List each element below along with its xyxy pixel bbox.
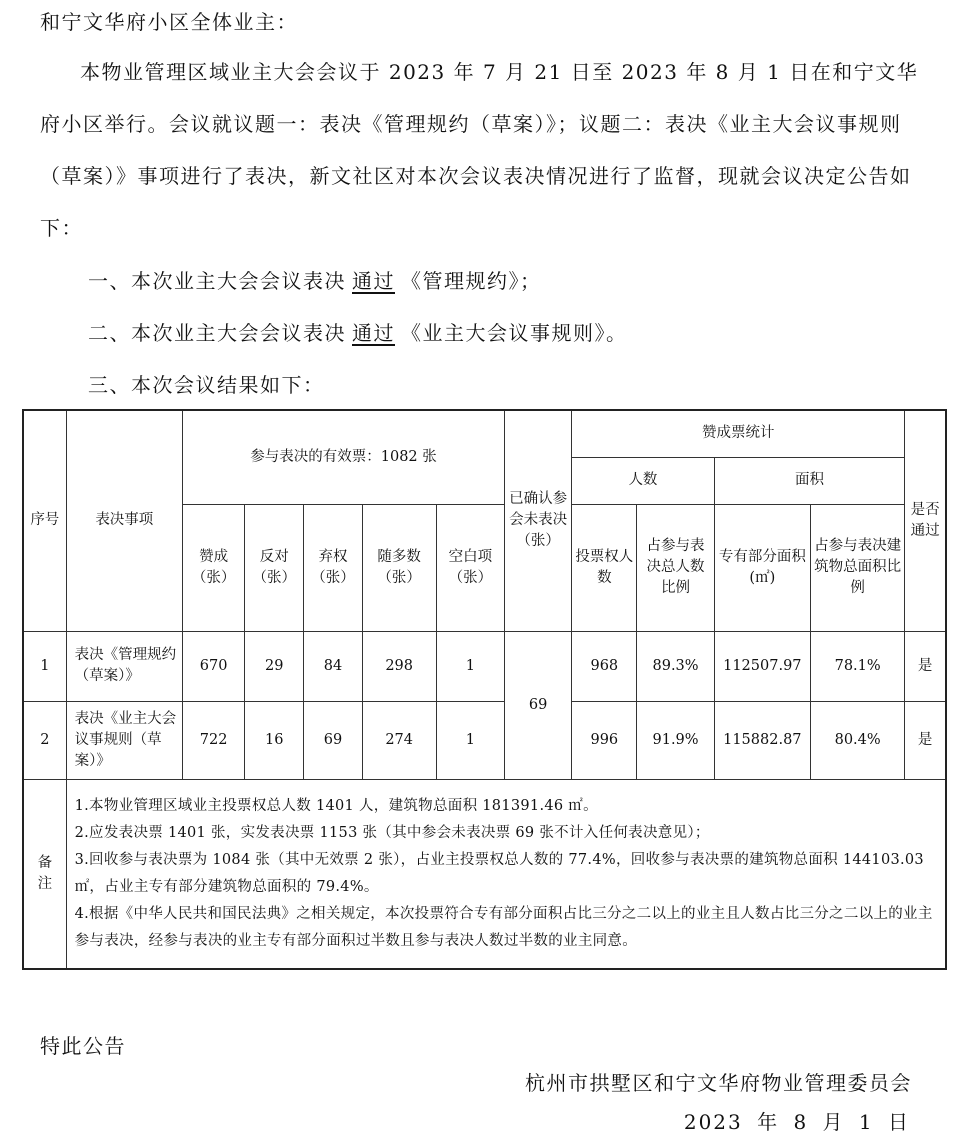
header-abstain: 弃权（张） [304, 504, 362, 631]
confirmed-absent-value: 69 [505, 631, 572, 779]
row-area-ratio: 78.1% [810, 631, 904, 701]
header-area: 面积 [714, 457, 905, 504]
item-prefix: 三、本次会议结果如下： [88, 373, 325, 397]
closing-text: 特此公告 [40, 1034, 126, 1058]
header-valid-votes: 参与表决的有效票：1082 张 [183, 410, 505, 504]
row-abstain: 84 [304, 631, 362, 701]
header-confirmed-absent: 已确认参会未表决（张） [505, 410, 572, 631]
row-passed: 是 [905, 701, 946, 779]
row-matter: 表决《业主大会议事规则（草案）》 [66, 701, 182, 779]
resolution-item-2 [88, 318, 628, 348]
row-seq: 2 [23, 701, 66, 779]
header-people: 人数 [572, 457, 714, 504]
header-follow-majority: 随多数（张） [362, 504, 436, 631]
row-passed: 是 [905, 631, 946, 701]
row-oppose: 16 [245, 701, 304, 779]
row-area: 112507.97 [714, 631, 810, 701]
resolution-item-3 [88, 370, 325, 400]
header-voter-count: 投票权人数 [572, 504, 637, 631]
row-approve: 722 [183, 701, 245, 779]
row-seq: 1 [23, 631, 66, 701]
notes-label: 备注 [23, 779, 66, 969]
table-row [23, 631, 946, 701]
row-matter: 表决《管理规约（草案）》 [66, 631, 182, 701]
row-abstain: 69 [304, 701, 362, 779]
row-people-ratio: 89.3% [637, 631, 714, 701]
header-approve-stats: 赞成票统计 [572, 410, 905, 457]
row-approve: 670 [183, 631, 245, 701]
row-area: 115882.87 [714, 701, 810, 779]
header-blank: 空白项（张） [436, 504, 504, 631]
header-area-value: 专有部分面积(㎡) [714, 504, 810, 631]
intro-paragraph: 本物业管理区域业主大会会议于 2023 年 7 月 21 日至 2023 年 8 月 1 日在和宁文华府小区举行。会议就议题一：表决《管理规约（草案）》；议题二：表决《业主大会议事规则（草案）》事项进行了表决，新文社区对本次会议表决情况进行了监督，现就会议决定公告如下： [40, 60, 919, 240]
note-item: 2.应发表决票 1401 张，实发表决票 1153 张（其中参会未表决票 69 张不计入任何表决意见）； [74, 824, 710, 841]
row-follow-majority: 274 [362, 701, 436, 779]
header-oppose: 反对（张） [245, 504, 304, 631]
item-suffix: 《业主大会议事规则》。 [401, 321, 628, 345]
row-blank: 1 [436, 701, 504, 779]
row-voters: 996 [572, 701, 637, 779]
item-suffix: 《管理规约》； [401, 269, 542, 293]
row-oppose: 29 [245, 631, 304, 701]
header-area-ratio: 占参与表决建筑物总面积比例 [810, 504, 904, 631]
signer: 杭州市拱墅区和宁文华府物业管理委员会 [525, 1071, 912, 1095]
item-prefix: 二、本次业主大会会议表决 [88, 321, 346, 345]
note-item: 1.本物业管理区域业主投票权总人数 1401 人，建筑物总面积 181391.46 ㎡。 [74, 797, 598, 814]
row-people-ratio: 91.9% [637, 701, 714, 779]
item-result: 通过 [352, 321, 395, 345]
notes-content [66, 779, 946, 969]
header-matter: 表决事项 [66, 410, 182, 631]
greeting: 和宁文华府小区全体业主： [40, 10, 298, 34]
row-blank: 1 [436, 631, 504, 701]
note-item: 3.回收参与表决票为 1084 张（其中无效票 2 张），占业主投票权总人数的 77.4%，回收参与表决票的建筑物总面积 144103.03 ㎡，占业主专有部分建筑物总面积的 79.4%。 [74, 851, 924, 895]
row-area-ratio: 80.4% [810, 701, 904, 779]
header-passed: 是否通过 [905, 410, 946, 631]
row-voters: 968 [572, 631, 637, 701]
item-result: 通过 [352, 269, 395, 293]
signature-date: 2023 年 8 月 1 日 [683, 1110, 910, 1134]
resolution-item-1 [88, 266, 542, 296]
table-row [23, 701, 946, 779]
results-table [22, 409, 947, 970]
item-prefix: 一、本次业主大会会议表决 [88, 269, 346, 293]
header-seq: 序号 [23, 410, 66, 631]
header-people-ratio: 占参与表决总人数比例 [637, 504, 714, 631]
note-item: 4.根据《中华人民共和国民法典》之相关规定，本次投票符合专有部分面积占比三分之二以上的业主且人数占比三分之二以上的业主参与表决，经参与表决的业主专有部分面积过半数且参与表决人数过半数的业主同意。 [74, 905, 933, 949]
header-approve: 赞成（张） [183, 504, 245, 631]
row-follow-majority: 298 [362, 631, 436, 701]
